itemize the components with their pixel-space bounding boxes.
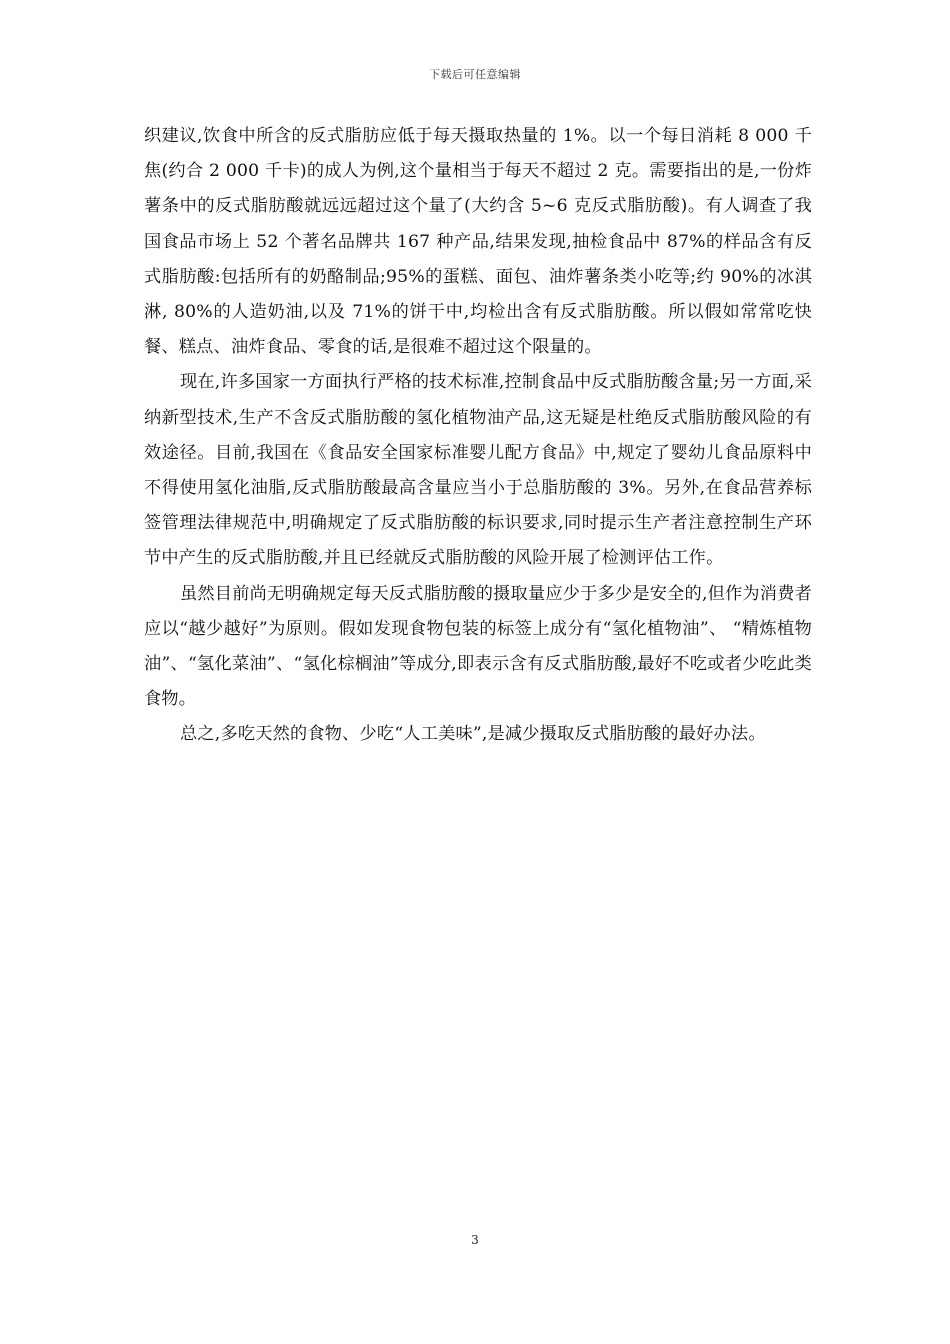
paragraph-regulation: 现在,许多国家一方面执行严格的技术标准,控制食品中反式脂肪酸含量;另一方面,采纳新型技术,生产不含反式脂肪酸的氢化植物油产品,这无疑是杜绝反式脂肪酸风险的有效途径。目前,我国在《食品安全国家标准婴儿配方食品》中,规定了婴幼儿食品原料中不得使用氢化油脂,反式脂肪酸最高含量应当小于总脂肪酸的 3%。另外,在食品营养标签管理法律规范中,明确规定了反式脂肪酸的标识要求,同时提示生产者注意控制生产环节中产生的反式脂肪酸,并且已经就反式脂肪酸的风险开展了检测评估工作。 <box>144 372 812 569</box>
document-body <box>144 119 812 753</box>
page-header: 下载后可任意编辑 <box>429 68 521 81</box>
paragraph-conclusion: 总之,多吃天然的食物、少吃“人工美味”,是减少摄取反式脂肪酸的最好办法。 <box>180 724 766 745</box>
paragraph-consumer-advice: 虽然目前尚无明确规定每天反式脂肪酸的摄取量应少于多少是安全的,但作为消费者应以“越少越好”为原则。假如发现食物包装的标签上成分有“氢化植物油”、 “精炼植物油”、“氢化菜油”、“氢化棕榈油”等成分,即表示含有反式脂肪酸,最好不吃或者少吃此类食物。 <box>144 583 812 710</box>
page-number: 3 <box>471 1233 479 1247</box>
paragraph-continued: 织建议,饮食中所含的反式脂肪应低于每天摄取热量的 1%。以一个每日消耗 8 000 千焦(约合 2 000 千卡)的成人为例,这个量相当于每天不超过 2 克。需要指出的是,一份炸薯条中的反式脂肪酸就远远超过这个量了(大约含 5~6 克反式脂肪酸)。有人调查了我国食品市场上 52 个著名品牌共 167 种产品,结果发现,抽检食品中 87%的样品含有反式脂肪酸:包括所有的奶酪制品;95%的蛋糕、面包、油炸薯条类小吃等;约 90%的冰淇淋, 80%的人造奶油,以及 71%的饼干中,均检出含有反式脂肪酸。所以假如常常吃快餐、糕点、油炸食品、零食的话,是很难不超过这个限量的。 <box>144 126 812 358</box>
